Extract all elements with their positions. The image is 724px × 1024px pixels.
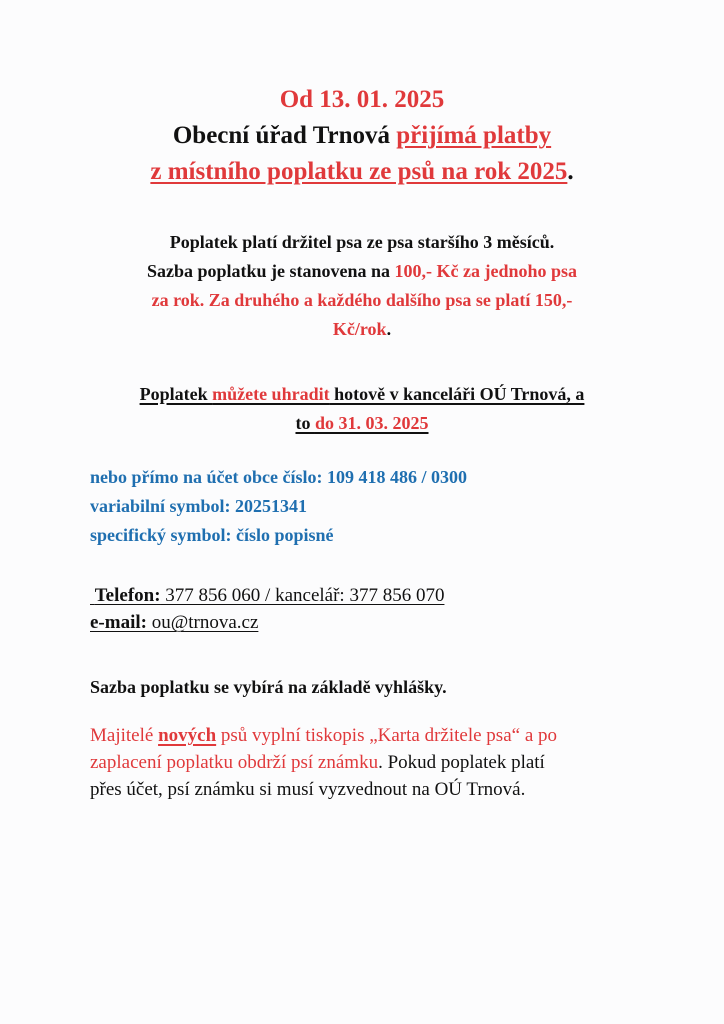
owners-line-1 xyxy=(90,722,557,749)
date-line: Od 13. 01. 2025 xyxy=(279,86,445,113)
contact-info xyxy=(90,582,444,636)
owners-text: psů vyplní tiskopis „Karta držitele psa“ a po xyxy=(216,725,557,746)
announcement-header xyxy=(0,82,724,190)
payment-text: to xyxy=(295,413,315,433)
fee-paragraph xyxy=(0,228,724,344)
owners-text: . Pokud poplatek platí xyxy=(378,752,545,773)
owners-text: Majitelé xyxy=(90,725,159,746)
fee-unit: Kč/rok xyxy=(332,319,387,339)
email-link[interactable]: ou@trnova.cz xyxy=(146,612,259,633)
payment-text: Poplatek xyxy=(139,384,213,404)
payment-line-2 xyxy=(0,409,724,438)
fee-line-1: Poplatek platí držitel psa ze psa staršího 3 měsíců. xyxy=(169,232,555,252)
fee-subject: z místního poplatku ze psů na rok 2025 xyxy=(150,158,568,185)
header-line-3 xyxy=(0,154,724,190)
period: . xyxy=(386,319,392,339)
payment-paragraph xyxy=(0,380,724,438)
specific-symbol: specifický symbol: číslo popisné xyxy=(90,525,334,545)
variable-symbol: variabilní symbol: 20251341 xyxy=(90,496,308,516)
fee-line-4 xyxy=(0,315,724,344)
accepts-payments: přijímá platby xyxy=(396,122,552,149)
payment-line-1 xyxy=(0,380,724,409)
email-label: e-mail: xyxy=(90,612,147,633)
phone-line xyxy=(90,582,444,609)
bank-details xyxy=(90,463,467,550)
fee-amount: 100,- Kč za jednoho psa xyxy=(394,261,578,281)
owners-paragraph xyxy=(90,722,557,803)
owners-line-2 xyxy=(90,749,557,776)
payment-highlight: můžete uhradit xyxy=(212,384,330,404)
office-name: Obecní úřad Trnová xyxy=(172,122,397,149)
fee-text: Sazba poplatku je stanovena na xyxy=(146,261,395,281)
fee-line-2 xyxy=(0,257,724,286)
owners-line-3: přes účet, psí známku si musí vyzvednout na OÚ Trnová. xyxy=(90,779,526,800)
phone-value: 377 856 060 / kancelář: 377 856 070 xyxy=(160,585,445,606)
new-dogs-highlight: nových xyxy=(158,725,217,746)
period: . xyxy=(567,158,574,185)
email-line xyxy=(90,609,444,636)
header-line-2 xyxy=(0,118,724,154)
payment-deadline: do 31. 03. 2025 xyxy=(314,413,429,433)
owners-text: zaplacení poplatku obdrží psí známku xyxy=(90,752,379,773)
fee-line-3: za rok. Za druhého a každého dalšího psa se platí 150,- xyxy=(151,290,573,310)
payment-text: hotově v kanceláři OÚ Trnová, a xyxy=(329,384,585,404)
regulation-note: Sazba poplatku se vybírá na základě vyhlášky. xyxy=(90,677,447,697)
bank-account: nebo přímo na účet obce číslo: 109 418 486 / 0300 xyxy=(90,467,467,487)
phone-label: Telefon: xyxy=(94,585,161,606)
